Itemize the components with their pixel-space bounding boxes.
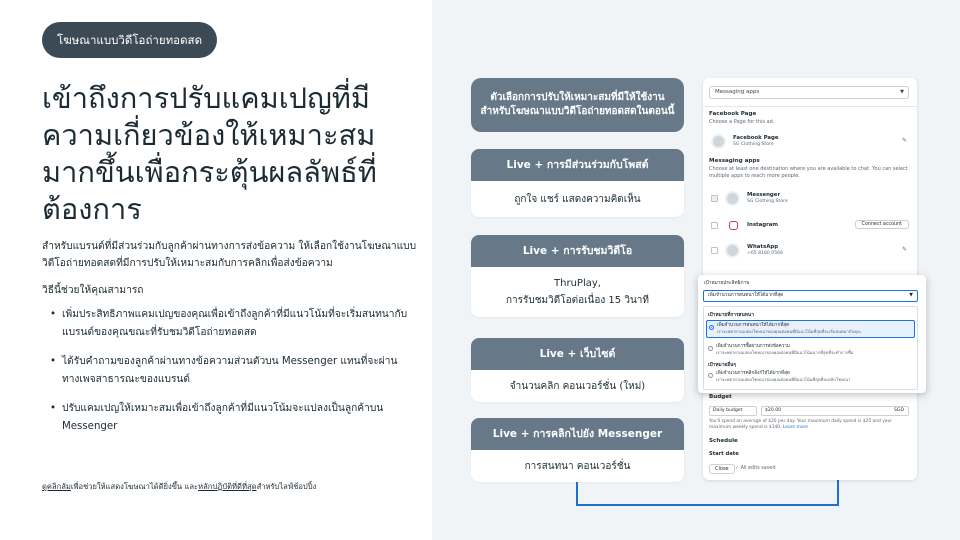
page-title: เข้าถึงการปรับแคมเปญที่มีความเกี่ยวข้องให้เหมาะสมมากขึ้นเพื่อกระตุ้นผลลัพธ์ที่ต้องการ — [42, 81, 377, 226]
intro-paragraph: สำหรับแบรนด์ที่มีส่วนร่วมกับลูกค้าผ่านทางการส่งข้อความ ให้เลือกใช้งานโฆษณาแบบวิดีโอถ่ายทอดสดที่มีการปรับให้เหมาะสมกับการคลิกเพื่อส่งข้อความ — [42, 241, 417, 269]
footnote-link-best-practices[interactable]: หลักปฏิบัติที่ดีที่สุด — [198, 482, 257, 491]
app-row-whatsapp[interactable] — [709, 240, 909, 262]
benefit-item: • เพิ่มประสิทธิภาพแคมเปญของคุณเพื่อเข้าถึงลูกค้าที่มีแนวโน้มที่จะเริ่มสนทนากับแบรนด์ของคุณขณะที่รับชมวิดีโอถ่ายทอดสด — [42, 306, 414, 341]
save-status — [735, 466, 776, 471]
option-card-video-views — [471, 235, 684, 317]
chevron-down-icon: ▼ — [900, 89, 904, 95]
app-name: Instagram — [747, 222, 779, 228]
facebook-page-row[interactable] — [709, 131, 909, 153]
instagram-checkbox[interactable] — [711, 222, 718, 229]
pencil-icon[interactable]: ✎ — [901, 137, 907, 144]
option-card-messenger — [471, 418, 684, 482]
footnote-link-tips[interactable]: ดูคลิกลัม — [42, 482, 71, 491]
budget-title: Budget — [709, 394, 732, 400]
benefit-item: • ได้รับคำถามของลูกค้าผ่านทางข้อความส่วนตัวบน Messenger แทนที่จะผ่านทางเพจสาธารณะของแบรนด์ — [42, 353, 414, 388]
option-description: เราจะพยายามแสดงโฆษณาของคุณต่อคนที่มีแนวโน้มมากที่สุดที่จะทำการซื้อ — [716, 350, 854, 355]
chevron-down-icon: ▼ — [909, 293, 913, 298]
option-card-body — [471, 370, 684, 402]
app-row-messenger[interactable] — [709, 188, 909, 210]
option-card-metric: การสนทนา คอนเวอร์ชั่น — [524, 460, 631, 472]
avatar — [725, 191, 740, 206]
option-description: เราจะพยายามแสดงโฆษณาของคุณต่อคนที่มีแนวโน้มที่สุดที่จะเริ่มสนทนากับคุณ — [717, 329, 861, 334]
divider — [703, 106, 917, 107]
option-title: เพิ่มจำนวนการซื้อผ่านการส่งข้อความ — [716, 344, 790, 349]
option-card-title: Live + เว็บไซต์ — [471, 338, 684, 370]
menu-option-maximize-purchases[interactable] — [706, 342, 915, 358]
schedule-title: Schedule — [709, 438, 738, 444]
save-status-text: All edits saved — [740, 466, 776, 471]
option-card-body — [471, 450, 684, 482]
option-description: เราจะพยายามแสดงโฆษณาของคุณต่อคนที่มีแนวโน้มที่สุดที่จะคลิกโฆษณา — [716, 377, 851, 382]
app-name: WhatsApp — [747, 244, 779, 250]
footnote-text: สำหรับไลฟ์ช้อปปิ้ง — [256, 482, 317, 491]
facebook-page-subtitle: Choose a Page for this ad. — [709, 119, 775, 125]
option-card-metric: จำนวนคลิก คอนเวอร์ชั่น (ใหม่) — [509, 380, 646, 392]
performance-goal-menu — [703, 306, 918, 390]
option-card-title: Live + การคลิกไปยัง Messenger — [471, 418, 684, 450]
check-icon: ✓ — [735, 466, 740, 471]
messaging-apps-title: Messaging apps — [709, 158, 760, 164]
performance-goal-label: เป้าหมายประสิทธิภาพ — [704, 281, 750, 286]
option-title: เพิ่มจำนวนการสนทนาให้ได้มากที่สุด — [717, 323, 790, 328]
budget-note-text: You'll spend an average of $20 per day. Your maximum daily spend is $25 and your maximum weekly spend is $140. — [709, 419, 893, 430]
options-header-line: ตัวเลือกการปรับให้เหมาะสมที่มีให้ใช้งาน — [490, 92, 665, 103]
budget-type-select[interactable]: Daily budget — [709, 406, 757, 416]
footnote-text: เพื่อช่วยให้แสดงโฆษณาได้ดียิ่งขึ้น และ — [70, 482, 199, 491]
options-header-card — [471, 78, 684, 132]
option-card-body — [471, 267, 684, 317]
option-title: เพิ่มจำนวนการคลิกลิงก์ให้ได้มากที่สุด — [716, 371, 790, 376]
messenger-checkbox[interactable] — [711, 195, 718, 202]
category-badge: โฆษณาแบบวิดีโอถ่ายทอดสด — [42, 22, 217, 58]
connect-account-button[interactable]: Connect account — [855, 220, 909, 229]
performance-goal-select[interactable] — [703, 290, 918, 302]
left-column — [0, 0, 432, 540]
benefits-list — [42, 306, 414, 447]
menu-option-maximize-conversations[interactable] — [706, 320, 915, 338]
radio-icon — [708, 373, 713, 378]
radio-icon — [708, 346, 713, 351]
menu-option-maximize-link-clicks[interactable] — [706, 369, 915, 385]
menu-group-title: เป้าหมายอื่นๆ — [708, 363, 736, 368]
avatar — [711, 134, 726, 149]
budget-row — [709, 406, 909, 416]
options-header-line: สำหรับโฆษณาแบบวิดีโอถ่ายทอดสดในตอนนี้ — [480, 106, 675, 117]
learn-more-link[interactable]: Learn more — [782, 425, 808, 430]
option-card-metric: ThruPlay, — [554, 278, 601, 289]
page-name: Facebook Page — [733, 135, 779, 141]
page-store: SG Clothing Store — [733, 142, 774, 147]
app-name: Messenger — [747, 192, 781, 198]
conversion-location-select[interactable] — [709, 86, 909, 99]
menu-group-title: เป้าหมายที่การสนทนา — [708, 313, 754, 318]
budget-currency: SGD — [893, 408, 904, 413]
budget-amount: $20.00 — [765, 408, 782, 413]
avatar — [725, 243, 740, 258]
budget-amount-input[interactable] — [761, 406, 909, 416]
close-button[interactable]: Close — [709, 464, 735, 474]
performance-goal-dropdown — [698, 275, 926, 393]
option-card-website — [471, 338, 684, 402]
option-card-metric: การรับชมวิดีโอต่อเนื่อง 15 วินาที — [505, 295, 649, 306]
select-value: เพิ่มจำนวนการสนทนาให้ได้มากที่สุด — [708, 293, 784, 298]
budget-note — [709, 419, 909, 431]
option-card-title: Live + การมีส่วนร่วมกับโพสต์ — [471, 149, 684, 181]
select-value: Messaging apps — [715, 89, 760, 95]
instagram-icon — [729, 221, 738, 230]
benefit-item: • ปรับแคมเปญให้เหมาะสมเพื่อเข้าถึงลูกค้าที่มีแนวโน้มจะแปลงเป็นลูกค้าบน Messenger — [42, 400, 414, 435]
option-card-body — [471, 181, 684, 217]
start-date-label: Start date — [709, 451, 739, 457]
option-card-metric: ถูกใจ แชร์ แสดงความคิดเห็น — [514, 193, 641, 205]
option-card-engagement — [471, 149, 684, 217]
app-sub: +65 8160 0566 — [747, 251, 783, 256]
whatsapp-checkbox[interactable] — [711, 247, 718, 254]
app-sub: SG Clothing Store — [747, 199, 788, 204]
footnote — [42, 481, 316, 493]
radio-selected-icon — [709, 325, 714, 330]
messaging-apps-subtitle: Choose at least one destination where you are available to chat. You can select multiple apps to reach more people. — [709, 166, 908, 179]
pencil-icon[interactable]: ✎ — [901, 246, 907, 253]
benefits-lead: วิธีนี้ช่วยให้คุณสามารถ — [42, 285, 144, 296]
facebook-page-title: Facebook Page — [709, 111, 757, 117]
app-row-instagram[interactable] — [709, 215, 909, 237]
option-card-title: Live + การรับชมวิดีโอ — [471, 235, 684, 267]
